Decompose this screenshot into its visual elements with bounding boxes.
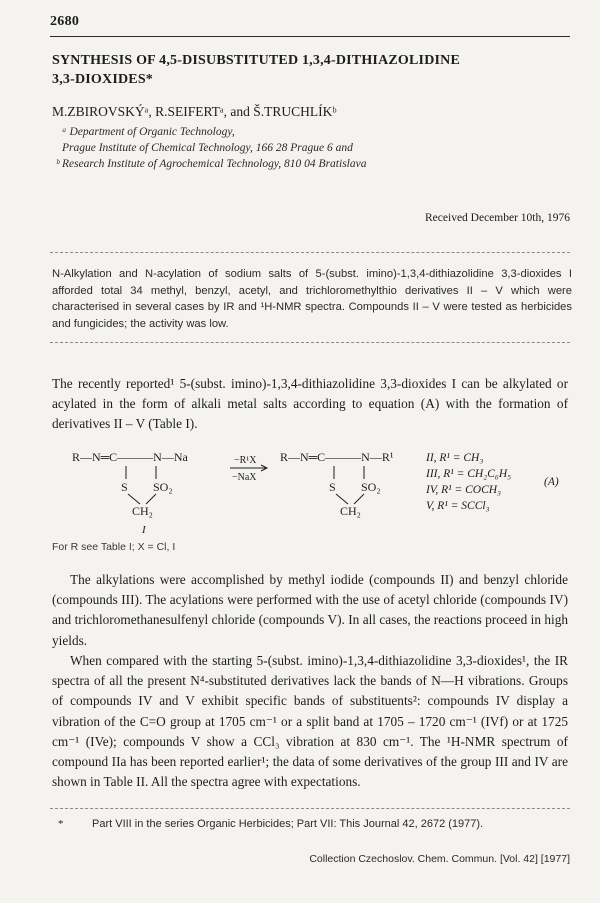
- article-title: [52, 51, 572, 89]
- equation-label: (A): [544, 476, 559, 488]
- substituent-iii: III, R¹ = CH₂C₆H₅: [426, 468, 512, 480]
- substituent-v: V, R¹ = SCCl₃: [426, 500, 490, 512]
- reactant-so2: SO₂: [153, 480, 173, 494]
- body-paragraph-2: The alkylations were accomplished by methyl iodide (compounds II) and benzyl chloride (compounds III). The acylations were performed with the use of acetyl chloride (compounds IV) and trichloromethanesulfenyl chloride (compounds V). In all cases, the reactions proceed in high yields.: [52, 572, 568, 648]
- abstract: N-Alkylation and N-acylation of sodium salts of 5-(subst. imino)-1,3,4-dithiazolidine 3,3-dioxides I afforded total 34 methyl, benzyl, acetyl, and trichloromethylthio derivatives II – V which were characterised in several cases by IR and ¹H-NMR spectra. Compounds II – V were tested as herbicides and fungicides; the activity was low.: [52, 268, 572, 330]
- affiliation-1: ᵃ Department of Organic Technology,: [62, 126, 235, 138]
- product-ring-top: R—N═C———N—R¹: [280, 450, 394, 464]
- reaction-equation: [52, 447, 572, 539]
- reactant-label: I: [142, 524, 146, 536]
- reactant-ring-top: R—N═C———N—Na: [72, 450, 188, 464]
- title-line-1: SYNTHESIS OF 4,5-DISUBSTITUTED 1,3,4-DITHIAZOLIDINE: [52, 53, 461, 68]
- header-rule: [50, 36, 570, 37]
- product-so2: SO₂: [361, 480, 381, 494]
- footnote-mark: *: [58, 818, 64, 830]
- arrow-byproduct: −NaX: [232, 472, 257, 483]
- body-paragraph-3: When compared with the starting 5-(subst. imino)-1,3,4-dithiazolidine 3,3-dioxides¹, the IR spectra of all the present N⁴-substituted derivatives lack the bands of N—H vibrations. Groups of compounds IV and V exhibit specific bands of substituents²: compounds IV display a vibration of the C=O group at 1705 cm⁻¹ or a split band at 1705 – 1720 cm⁻¹ (IVf) or at 1725 cm⁻¹ (IVe); compounds V show a CCl₃ vibration at 830 cm⁻¹. The ¹H-NMR spectrum of compound IIa has been reported earlier¹; the data of some derivatives of the group III and IV are shown in Table II. All the spectra agree with expectations.: [52, 653, 568, 790]
- reactant-sulfur: S: [121, 480, 128, 494]
- page-number: 2680: [50, 14, 80, 29]
- received-date: Received December 10th, 1976: [425, 212, 570, 224]
- footnote-rule: [50, 808, 570, 809]
- substituent-ii: II, R¹ = CH₃: [426, 452, 484, 464]
- footnote: Part VIII in the series Organic Herbicides; Part VII: This Journal 42, 2672 (1977).: [92, 818, 484, 830]
- affiliation-3: ᵇ Research Institute of Agrochemical Technology, 810 04 Bratislava: [56, 158, 367, 170]
- arrow-reagent: −R¹X: [234, 455, 257, 466]
- title-line-2: 3,3-DIOXIDES*: [52, 72, 154, 87]
- affiliation-2: Prague Institute of Chemical Technology, 166 28 Prague 6 and: [62, 142, 353, 154]
- abstract-bottom-rule: [50, 342, 570, 343]
- product-sulfur: S: [329, 480, 336, 494]
- journal-citation: Collection Czechoslov. Chem. Commun. [Vol. 42] [1977]: [309, 853, 570, 865]
- body-paragraph-1: The recently reported¹ 5-(subst. imino)-1,3,4-dithiazolidine 3,3-dioxides I can be alkylated or acylated in the form of alkali metal salts according to equation (A) with the formation of derivatives II – V (Table I).: [52, 376, 568, 432]
- product-ch2: CH₂: [340, 504, 361, 518]
- abstract-top-rule: [50, 252, 570, 253]
- substituent-iv: IV, R¹ = COCH₃: [426, 484, 502, 496]
- reactant-ch2: CH₂: [132, 504, 153, 518]
- equation-note: For R see Table I; X = Cl, I: [52, 541, 176, 553]
- authors: M.ZBIROVSKÝᵃ, R.SEIFERTᵃ, and Š.TRUCHLÍKᵇ: [52, 104, 337, 119]
